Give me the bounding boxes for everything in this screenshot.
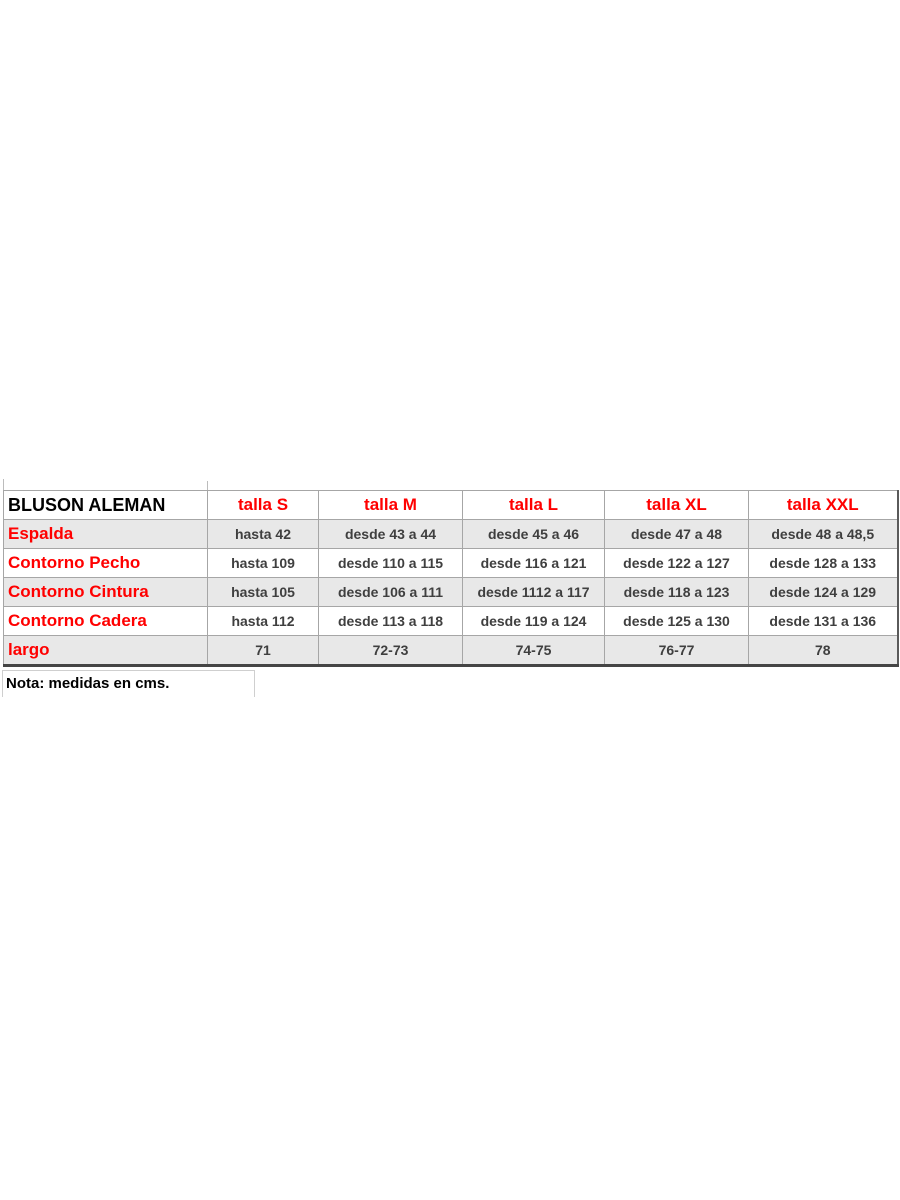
value-cell: desde 125 a 130 (605, 607, 749, 636)
note-text: Nota: medidas en cms. (6, 675, 170, 692)
value-cell: hasta 109 (208, 549, 319, 578)
value-cell: 78 (749, 636, 898, 666)
size-header-talla-xl: talla XL (605, 491, 749, 520)
value-cell: desde 119 a 124 (463, 607, 605, 636)
size-header-talla-l: talla L (463, 491, 605, 520)
value-cell: desde 48 a 48,5 (749, 520, 898, 549)
value-cell: desde 45 a 46 (463, 520, 605, 549)
grid-line-stub (3, 479, 4, 490)
value-cell: 76-77 (605, 636, 749, 666)
value-cell: 71 (208, 636, 319, 666)
value-cell: desde 131 a 136 (749, 607, 898, 636)
value-cell: desde 113 a 118 (319, 607, 463, 636)
value-cell: 74-75 (463, 636, 605, 666)
row-label: Contorno Pecho (4, 549, 208, 578)
row-label: largo (4, 636, 208, 666)
value-cell: desde 43 a 44 (319, 520, 463, 549)
value-cell: hasta 112 (208, 607, 319, 636)
value-cell: 72-73 (319, 636, 463, 666)
table-row-contorno-pecho (4, 549, 898, 578)
value-cell: desde 128 a 133 (749, 549, 898, 578)
value-cell: desde 122 a 127 (605, 549, 749, 578)
value-cell: hasta 105 (208, 578, 319, 607)
size-header-talla-xxl: talla XXL (749, 491, 898, 520)
size-header-talla-s: talla S (208, 491, 319, 520)
table-row-contorno-cintura (4, 578, 898, 607)
note-box (2, 670, 255, 697)
row-label: Contorno Cadera (4, 607, 208, 636)
value-cell: desde 106 a 111 (319, 578, 463, 607)
table-row-contorno-cadera (4, 607, 898, 636)
value-cell: hasta 42 (208, 520, 319, 549)
size-header-talla-m: talla M (319, 491, 463, 520)
table-row-espalda (4, 520, 898, 549)
table-title: BLUSON ALEMAN (4, 491, 208, 520)
value-cell: desde 116 a 121 (463, 549, 605, 578)
value-cell: desde 47 a 48 (605, 520, 749, 549)
row-label: Contorno Cintura (4, 578, 208, 607)
table-row-largo (4, 636, 898, 666)
value-cell: desde 110 a 115 (319, 549, 463, 578)
value-cell: desde 124 a 129 (749, 578, 898, 607)
grid-line-stub (207, 481, 208, 490)
header-row (4, 491, 898, 520)
value-cell: desde 118 a 123 (605, 578, 749, 607)
row-label: Espalda (4, 520, 208, 549)
size-chart-table (3, 490, 899, 667)
value-cell: desde 1112 a 117 (463, 578, 605, 607)
